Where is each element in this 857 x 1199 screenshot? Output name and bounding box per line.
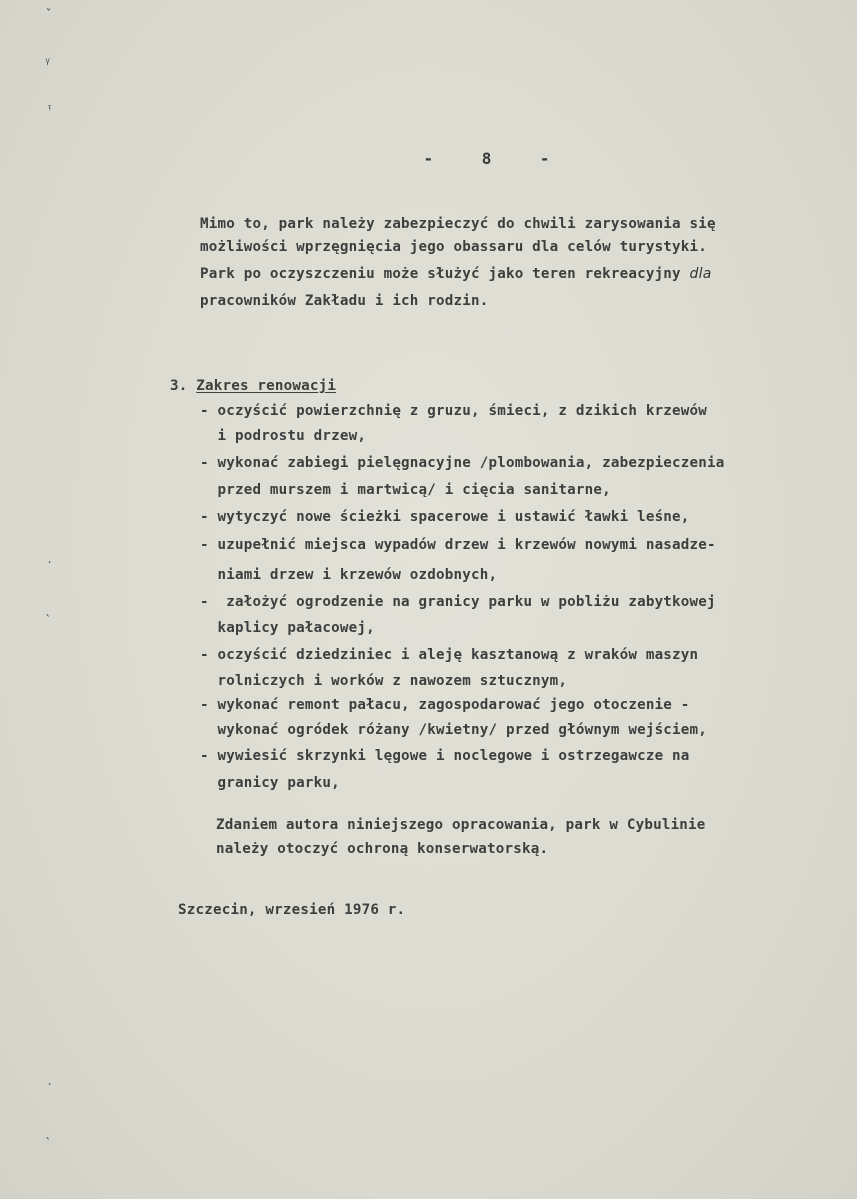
list-item: i podrostu drzew, — [200, 428, 367, 444]
page-number: - 8 - — [423, 149, 552, 168]
place-date: Szczecin, wrzesień 1976 r. — [178, 902, 406, 918]
section-heading — [170, 375, 336, 398]
margin-mark: ˑ — [46, 1079, 54, 1093]
text-line: należy otoczyć ochroną konserwatorską. — [216, 841, 549, 857]
list-item: granicy parku, — [200, 775, 340, 791]
section-title: Zakres renowacji — [196, 378, 337, 394]
list-item: - wykonać remont pałacu, zagospodarować jego otoczenie - — [200, 697, 690, 713]
list-item: - oczyścić dziedziniec i aleję kasztanową z wraków maszyn — [200, 647, 699, 663]
margin-mark: ˇ — [45, 7, 53, 21]
list-item: - oczyścić powierzchnię z gruzu, śmieci, z dzikich krzewów — [200, 403, 708, 419]
text-line: pracowników Zakładu i ich rodzin. — [200, 293, 489, 309]
list-item: - wytyczyć nowe ścieżki spacerowe i ustawić ławki leśne, — [200, 509, 690, 525]
text-line: możliwości wprzęgnięcia jego obassaru dla celów turystyki. — [200, 239, 708, 255]
list-item: kaplicy pałacowej, — [200, 620, 375, 636]
list-item: - założyć ogrodzenie na granicy parku w pobliżu zabytkowej — [200, 594, 716, 610]
handwritten-insert: dla — [689, 266, 712, 282]
list-item: niami drzew i krzewów ozdobnych, — [200, 567, 498, 583]
list-item: - wywiesić skrzynki lęgowe i noclegowe i ostrzegawcze na — [200, 748, 690, 764]
text-line: Mimo to, park należy zabezpieczyć do chwili zarysowania się — [200, 216, 716, 232]
text-line: Zdaniem autora niniejszego opracowania, park w Cybulinie — [216, 817, 706, 833]
list-item: - wykonać zabiegi pielęgnacyjne /plombowania, zabezpieczenia — [200, 455, 725, 471]
margin-mark: ˑ — [46, 557, 54, 571]
section-number: 3. — [170, 378, 188, 394]
margin-mark: ˎ — [44, 602, 52, 616]
list-item: wykonać ogródek różany /kwietny/ przed głównym wejściem, — [200, 722, 708, 738]
list-item: - uzupełnić miejsca wypadów drzew i krzewów nowymi nasadze- — [200, 537, 716, 553]
margin-mark: ˎ — [44, 1125, 52, 1139]
list-item: przed murszem i martwicą/ i cięcia sanitarne, — [200, 482, 611, 498]
margin-mark: ᵞ — [44, 55, 52, 69]
text-line: Park po oczyszczeniu może służyć jako teren rekreacyjny dla — [200, 266, 712, 282]
margin-mark: ᵎ — [46, 102, 54, 116]
list-item: rolniczych i worków z nawozem sztucznym, — [200, 673, 568, 689]
